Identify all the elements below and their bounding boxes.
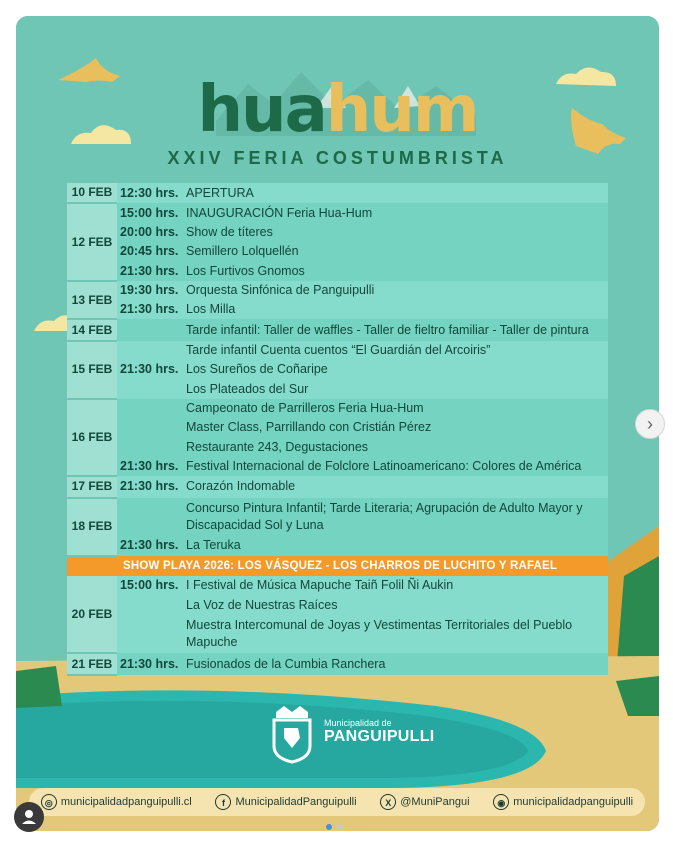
schedule-day: 12 FEB: [67, 203, 117, 280]
person-icon: [14, 802, 44, 832]
social-link-label: municipalidadpanguipulli: [513, 796, 634, 808]
carousel-indicator: [326, 824, 343, 830]
social-link-label: municipalidadpanguipulli.cl: [60, 796, 192, 808]
schedule-activity: Fusionados de la Cumbia Ranchera: [183, 653, 608, 675]
logo-text-hum: hum: [325, 73, 478, 147]
social-links-bar: [29, 788, 645, 816]
schedule-activity: Los Plateados del Sur: [183, 380, 608, 399]
social-link[interactable]: [493, 794, 633, 810]
schedule-row: [67, 536, 608, 555]
show-playa-banner: [67, 556, 608, 576]
schedule-day: 16 FEB: [67, 399, 117, 476]
tagged-user-icon[interactable]: [14, 802, 44, 832]
municipality-label-big: PANGUIPULLI: [324, 728, 435, 745]
schedule-time: 12:30 hrs.: [117, 183, 183, 203]
schedule-time: 20:00 hrs.: [117, 223, 183, 242]
show-playa-banner-text: SHOW PLAYA 2026: LOS VÁSQUEZ - LOS CHARROS DE LUCHITO Y RAFAEL: [67, 556, 608, 576]
municipality-label-small: Municipalidad de: [324, 718, 392, 728]
schedule-row: [67, 498, 608, 537]
schedule-row: [67, 183, 608, 203]
municipality-logo: [270, 704, 435, 764]
schedule-row: [67, 223, 608, 242]
schedule-row: [67, 300, 608, 319]
schedule-time: 19:30 hrs.: [117, 281, 183, 300]
schedule-table: [67, 183, 608, 676]
schedule-time: 15:00 hrs.: [117, 203, 183, 222]
social-link[interactable]: [215, 794, 356, 810]
x-twitter-icon: X: [380, 794, 396, 810]
schedule-activity: Festival Internacional de Folclore Latinoamericano: Colores de América: [183, 457, 608, 476]
schedule-time: [117, 437, 183, 456]
schedule-day: 17 FEB: [67, 476, 117, 498]
schedule-row: [67, 319, 608, 341]
social-link-label: @MuniPangui: [400, 796, 470, 808]
schedule-day: 13 FEB: [67, 281, 117, 320]
schedule-activity: INAUGURACIÓN Feria Hua-Hum: [183, 203, 608, 222]
schedule-row: [67, 261, 608, 280]
social-link[interactable]: [41, 794, 192, 810]
schedule-row: [67, 203, 608, 222]
next-slide-button[interactable]: [635, 409, 665, 439]
schedule-activity: Restaurante 243, Degustaciones: [183, 437, 608, 456]
schedule-activity: Corazón Indomable: [183, 476, 608, 498]
schedule-row: [67, 281, 608, 300]
schedule-activity: Concurso Pintura Infantil; Tarde Literaria; Agrupación de Adulto Mayor y Discapacidad Sol y Luna: [183, 498, 608, 537]
feria-hua-hum-logo: [16, 74, 659, 146]
municipality-shield-icon: [270, 704, 314, 764]
social-link-label: MunicipalidadPanguipulli: [235, 796, 357, 808]
schedule-row: [67, 457, 608, 476]
schedule-activity: Campeonato de Parrilleros Feria Hua-Hum: [183, 399, 608, 418]
schedule-row: [67, 576, 608, 595]
schedule-time: [117, 380, 183, 399]
schedule-activity: I Festival de Música Mapuche Taiñ Folil Ñi Aukin: [183, 576, 608, 595]
schedule-time: [117, 319, 183, 341]
schedule-day: 18 FEB: [67, 498, 117, 556]
schedule-row: [67, 380, 608, 399]
schedule-day: 21 FEB: [67, 653, 117, 675]
social-link[interactable]: [380, 794, 469, 810]
schedule-time: 20:45 hrs.: [117, 242, 183, 261]
schedule-time: 21:30 hrs.: [117, 360, 183, 379]
schedule-time: [117, 498, 183, 537]
schedule-time: 21:30 hrs.: [117, 261, 183, 280]
schedule-row: [67, 615, 608, 654]
schedule-row: [67, 360, 608, 379]
schedule-time: [117, 341, 183, 360]
schedule-activity: La Voz de Nuestras Raíces: [183, 595, 608, 614]
schedule-time: [117, 418, 183, 437]
schedule-activity: APERTURA: [183, 183, 608, 203]
schedule-row: [67, 242, 608, 261]
chevron-right-icon: ›: [647, 414, 653, 434]
web-icon: ◎: [41, 794, 57, 810]
schedule-time: 21:30 hrs.: [117, 653, 183, 675]
schedule-row: [67, 399, 608, 418]
schedule-activity: La Teruka: [183, 536, 608, 555]
schedule-row: [67, 653, 608, 675]
schedule-row: [67, 418, 608, 437]
carousel-dot[interactable]: [326, 824, 332, 830]
schedule-activity: Tarde infantil: Taller de waffles - Taller de fieltro familiar - Taller de pintura: [183, 319, 608, 341]
schedule-time: 21:30 hrs.: [117, 300, 183, 319]
schedule-time: 15:00 hrs.: [117, 576, 183, 595]
schedule-time: 21:30 hrs.: [117, 536, 183, 555]
schedule-time: [117, 615, 183, 654]
schedule-day: 14 FEB: [67, 319, 117, 341]
schedule-activity: Tarde infantil Cuenta cuentos “El Guardián del Arcoiris”: [183, 341, 608, 360]
schedule-day: 10 FEB: [67, 183, 117, 203]
schedule-time: [117, 595, 183, 614]
carousel-dot[interactable]: [337, 824, 343, 830]
schedule-day: 20 FEB: [67, 576, 117, 653]
instagram-icon: ◉: [493, 794, 509, 810]
schedule-time: 21:30 hrs.: [117, 476, 183, 498]
schedule-activity: Los Milla: [183, 300, 608, 319]
schedule-activity: Los Sureños de Coñaripe: [183, 360, 608, 379]
schedule-activity: Muestra Intercomunal de Joyas y Vestimentas Territoriales del Pueblo Mapuche: [183, 615, 608, 654]
schedule-activity: Orquesta Sinfónica de Panguipulli: [183, 281, 608, 300]
logo-text-hua: hua: [197, 73, 326, 147]
schedule-time: 21:30 hrs.: [117, 457, 183, 476]
schedule-row: [67, 341, 608, 360]
facebook-icon: f: [215, 794, 231, 810]
schedule-activity: Los Furtivos Gnomos: [183, 261, 608, 280]
schedule-activity: Master Class, Parrillando con Cristián Pérez: [183, 418, 608, 437]
schedule-row: [67, 476, 608, 498]
schedule-activity: Show de títeres: [183, 223, 608, 242]
schedule-day: 15 FEB: [67, 341, 117, 399]
poster-subtitle: XXIV FERIA COSTUMBRISTA: [167, 148, 508, 168]
schedule-row: [67, 595, 608, 614]
schedule-row: [67, 437, 608, 456]
schedule-activity: Semillero Lolquellén: [183, 242, 608, 261]
schedule-time: [117, 399, 183, 418]
